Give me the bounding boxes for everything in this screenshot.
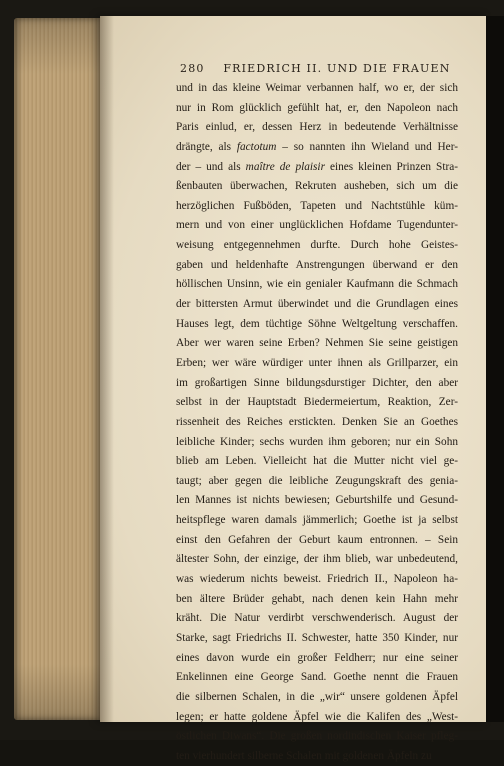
text-line: Erben; wer wäre würdiger unter ihnen als Grillparzer, ein bbox=[176, 356, 458, 369]
text-line: rissenheit des Reiches erstickten. Denken Sie an Goethes bbox=[176, 415, 458, 428]
text-line: Aber wer waren seine Erben? Nehmen Sie seine geistigen bbox=[176, 337, 458, 350]
right-margin-shadow bbox=[486, 16, 504, 722]
page-number: 280 bbox=[180, 62, 205, 75]
text-line: herzöglichen Fußböden, Tapeten und Nachtstühle küm- bbox=[176, 199, 458, 212]
text-line: ten vierhundert silberne Schalen mit goldenen Äpfeln zu bbox=[176, 749, 432, 762]
text-line: ältester Sohn, der einzige, der ihm blieb, war unbedeutend, bbox=[176, 553, 458, 566]
text-line: der bittersten Armut überwindet und die Grundlagen eines bbox=[176, 298, 458, 311]
text-line: nur in Rom glücklich gefühlt hat, er, den Napoleon nach bbox=[176, 101, 458, 114]
text-line: Starke, sagt Friedrichs II. Schwester, hatte 350 Kinder, nur bbox=[176, 631, 458, 644]
running-header bbox=[180, 62, 451, 75]
text-line: mern und von einer unglücklichen Hofdame Tugendunter- bbox=[176, 219, 458, 232]
text-line: legen; er hatte goldene Äpfel wie die Kalifen des „West- bbox=[176, 710, 458, 723]
text-line: die silbernen Schalen, in die „wir“ unsere goldenen Äpfel bbox=[176, 690, 458, 703]
text-line: Hauses legt, dem tüchtige Söhne Weltgeltung verschaffen. bbox=[176, 317, 458, 330]
text-line: ßenbauten überwachen, Rekruten ausheben, sich um die bbox=[176, 180, 458, 193]
body-text bbox=[176, 79, 458, 766]
text-line: was wiederum nichts beweist. Friedrich II., Napoleon ha- bbox=[176, 573, 458, 586]
text-line: leibliche Kinder; sechs wurden ihm geboren; nur ein Sohn bbox=[176, 435, 458, 448]
book-page-edges bbox=[14, 18, 104, 720]
text-line: kräht. Die Natur verdirbt verschwenderisch. August der bbox=[176, 612, 458, 625]
text-line: höllischen Unsinn, wie ein genialer Kaufmann die Schmach bbox=[176, 278, 458, 291]
text-line: taugt; aber gegen die leibliche Zeugungskraft des genia- bbox=[176, 474, 458, 487]
text-line: ben ältere Brüder gehabt, nach denen kein Hahn mehr bbox=[176, 592, 458, 605]
text-line: Enkelinnen eine George Sand. Goethe nennt die Frauen bbox=[176, 671, 458, 684]
text-line: im großartigen Sinne bildungsdurstiger Dichter, den aber bbox=[176, 376, 458, 389]
page-gutter-shadow bbox=[100, 16, 114, 722]
text-line: und in das kleine Weimar verbannen half, wo er, der sich bbox=[176, 82, 458, 94]
text-line: gaben und heldenhafte Anstrengungen überwand er den bbox=[176, 258, 458, 271]
running-title: FRIEDRICH II. UND DIE FRAUEN bbox=[223, 62, 451, 75]
text-line: blieb am Leben. Vielleicht hat die Mutter nicht viel ge- bbox=[176, 455, 458, 468]
text-line: östlichen Diwans“. Die großen nordindischen Kaiser pfleg- bbox=[176, 730, 458, 743]
text-line: einst den Gefahren der Geburt kaum entronnen. – Sein bbox=[176, 533, 458, 546]
text-line: heitspflege waren damals jämmerlich; Goethe ist ja selbst bbox=[176, 514, 458, 527]
text-line: len Mannes ist nichts bewiesen; Geburtshilfe und Gesund- bbox=[176, 494, 458, 507]
text-line: weisung entgegennehmen durfte. Durch hohe Geistes- bbox=[176, 239, 458, 252]
text-line: Paris einlud, er, dessen Herz in bedeutende Verhältnisse bbox=[176, 121, 458, 134]
text-line: eines davon wurde ein großer Feldherr; nur eine seiner bbox=[176, 651, 458, 664]
text-line: selbst in der Hauptstadt Biedermeiertum, Reaktion, Zer- bbox=[176, 396, 458, 409]
text-line: der – und als maître de plaisir eines kleinen Prinzen Stra- bbox=[176, 160, 458, 173]
text-line: drängte, als factotum – so nannten ihn Wieland und Her- bbox=[176, 140, 458, 153]
